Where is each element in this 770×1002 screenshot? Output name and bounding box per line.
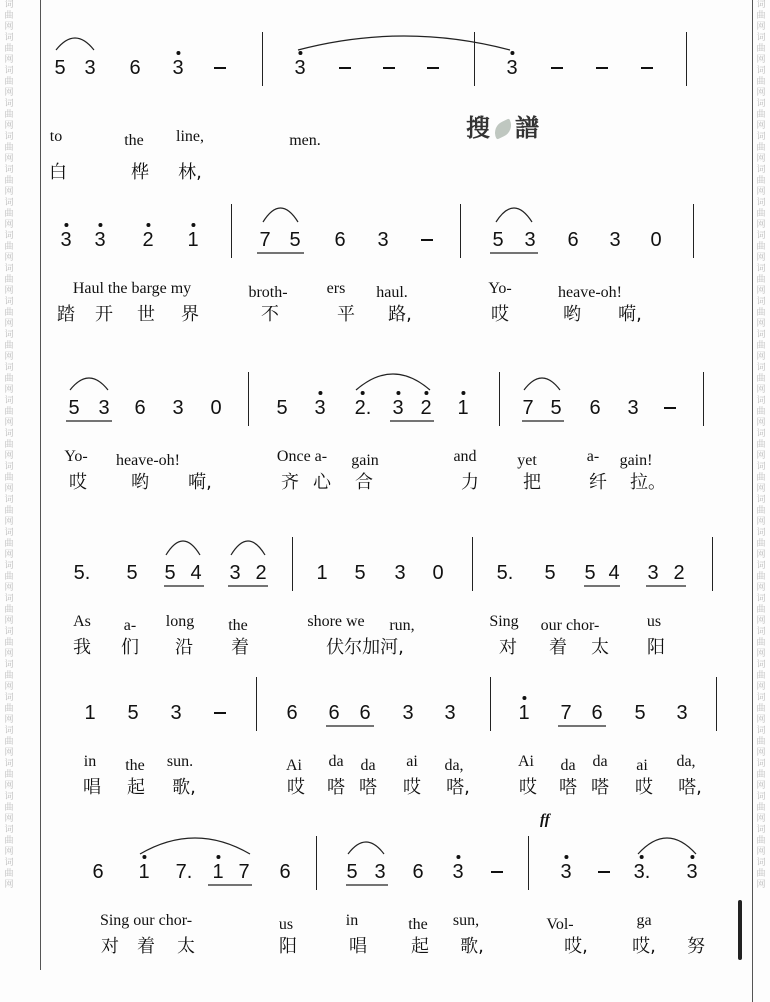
note: 2: [673, 562, 685, 584]
lyric-english: heave-oh!: [558, 284, 622, 301]
note: 0: [432, 562, 444, 584]
lyric-english: sun,: [452, 912, 480, 929]
note: 6: [334, 229, 346, 251]
note: 1: [84, 702, 96, 724]
note: 3: [609, 229, 621, 251]
lyric-chinese: 哟: [131, 472, 149, 493]
side-watermark-left: 词曲网词曲网词曲网词曲网词曲网词曲网词曲网词曲网词曲网词曲网词曲网词曲网词曲网词曲网词曲网词曲网词曲网词曲网词曲网词曲网词曲网词曲网词曲网词曲网词曲网词曲网词曲网: [4, 0, 14, 890]
lyric-english: our chor-: [540, 617, 600, 634]
lyric-english: ga: [636, 912, 652, 929]
lyric-english: Yo-: [64, 448, 88, 465]
note: 3: [60, 230, 71, 250]
lyric-chinese: 嗬,: [188, 472, 212, 493]
lyric-chinese: 唱: [83, 777, 101, 798]
note: 3: [98, 397, 110, 419]
lyric-english: the: [125, 757, 145, 774]
lyric-english: Sing: [489, 613, 519, 630]
lyric-chinese: 沿: [175, 637, 193, 658]
lyric-english: haul.: [376, 284, 408, 301]
note: 6: [589, 397, 601, 419]
note: 5: [492, 229, 504, 251]
note: 7: [560, 702, 572, 724]
note: 3: [560, 862, 571, 882]
lyric-chinese: 我: [73, 637, 91, 658]
note: 6: [412, 861, 424, 883]
lyric-english: the: [228, 617, 248, 634]
lyric-english: da: [360, 757, 376, 774]
lyric-chinese: 太: [591, 637, 609, 658]
note: 5: [126, 562, 138, 584]
lyric-english: run,: [389, 617, 415, 634]
lyric-english: heave-oh!: [116, 452, 180, 469]
lyric-english: ers: [326, 280, 346, 297]
note: 1: [457, 398, 468, 418]
lyric-english: gain: [351, 452, 379, 469]
lyric-english: line,: [176, 128, 204, 145]
note: 2: [420, 398, 431, 418]
slur: [638, 838, 696, 854]
lyric-chinese: 白: [49, 162, 67, 183]
lyric-english: Vol-: [546, 916, 574, 933]
lyric-english: Sing our chor-: [99, 912, 193, 929]
note: 5: [550, 397, 562, 419]
lyric-chinese: 开: [95, 304, 113, 325]
lyric-english: in: [83, 753, 97, 770]
lyric-chinese: 拉。: [630, 472, 666, 493]
lyric-chinese: 嗒: [359, 777, 377, 798]
note: 0: [650, 229, 662, 251]
note: 6: [279, 861, 291, 883]
lyric-chinese: 哎: [635, 777, 653, 798]
lyric-chinese: 起: [411, 936, 429, 957]
lyric-chinese: 哎: [69, 472, 87, 493]
lyric-chinese: 嗒,: [446, 777, 470, 798]
note: 6: [591, 702, 603, 724]
lyric-chinese: 嗒,: [678, 777, 702, 798]
lyric-english: long: [165, 613, 195, 630]
lyric-english: broth-: [248, 284, 288, 301]
note: 5: [164, 562, 176, 584]
lyric-english: Ai: [518, 753, 534, 770]
lyric-english: sun.: [166, 753, 194, 770]
lyric-chinese: 哎: [491, 304, 509, 325]
note: 3: [294, 58, 305, 78]
note: 3: [229, 562, 241, 584]
note: 3: [374, 861, 386, 883]
lyric-chinese: 哎: [403, 777, 421, 798]
lyric-chinese: 着: [231, 637, 249, 658]
lyric-english: a-: [123, 617, 137, 634]
lyric-chinese: 合: [355, 472, 373, 493]
lyric-chinese: 着: [137, 936, 155, 957]
lyric-chinese: 世: [137, 304, 155, 325]
lyric-chinese: 太: [177, 936, 195, 957]
lyric-chinese: 唱: [349, 936, 367, 957]
logo-left-char: 搜: [466, 114, 491, 142]
note: 3: [627, 397, 639, 419]
lyric-chinese: 哎: [287, 777, 305, 798]
lyric-chinese: 对: [101, 936, 119, 957]
note: 5: [346, 861, 358, 883]
note: 5: [276, 397, 288, 419]
note: 5: [354, 562, 366, 584]
lyric-chinese: 哟: [563, 304, 581, 325]
note: 5: [127, 702, 139, 724]
note: 6: [328, 702, 340, 724]
note: 3: [377, 229, 389, 251]
lyric-chinese: 哎: [519, 777, 537, 798]
note: 3: [84, 57, 96, 79]
note: 5: [54, 57, 66, 79]
lyric-chinese: 界: [181, 304, 199, 325]
note: 6: [286, 702, 298, 724]
lyric-english: us: [278, 916, 294, 933]
lyric-english: to: [49, 128, 63, 145]
note: 4: [190, 562, 202, 584]
side-watermark-right: 词曲网词曲网词曲网词曲网词曲网词曲网词曲网词曲网词曲网词曲网词曲网词曲网词曲网词曲网词曲网词曲网词曲网词曲网词曲网词曲网词曲网词曲网词曲网词曲网词曲网词曲网词曲网: [756, 0, 766, 890]
lyric-chinese: 嗒: [327, 777, 345, 798]
lyric-chinese: 歌,: [172, 777, 196, 798]
lyric-english: da,: [676, 753, 696, 770]
note: 3: [170, 702, 182, 724]
note: 5.: [496, 562, 514, 584]
note: 3: [452, 862, 463, 882]
note: 7: [522, 397, 534, 419]
note: 0: [210, 397, 222, 419]
note: 2: [142, 230, 153, 250]
lyric-chinese: 对: [499, 637, 517, 658]
note: 1: [138, 862, 149, 882]
note: 7: [259, 229, 271, 251]
note: 5: [544, 562, 556, 584]
note: 6: [359, 702, 371, 724]
note: 5.: [73, 562, 91, 584]
lyric-chinese: 着: [549, 637, 567, 658]
note: 3: [402, 702, 414, 724]
lyric-english: ai: [406, 753, 418, 770]
note: 3: [506, 58, 517, 78]
lyric-chinese: 踏: [57, 304, 75, 325]
dynamic-marking: ff: [540, 812, 550, 828]
note: 7.: [175, 861, 193, 883]
note: 3: [444, 702, 456, 724]
lyric-chinese: 齐: [281, 472, 299, 493]
note: 3: [392, 398, 403, 418]
slur: [348, 842, 384, 854]
note: 1: [187, 230, 198, 250]
note: 2: [255, 562, 267, 584]
lyric-chinese: 平: [337, 304, 355, 325]
lyric-chinese: 伏尔加河,: [326, 637, 404, 658]
lyric-chinese: 嗒: [591, 777, 609, 798]
note: 5: [584, 562, 596, 584]
note: 6: [134, 397, 146, 419]
lyric-chinese: 路,: [388, 304, 412, 325]
lyric-chinese: 林,: [178, 162, 202, 183]
slur: [140, 838, 250, 854]
lyric-chinese: 桦: [131, 162, 149, 183]
note: 3: [676, 702, 688, 724]
lyric-chinese: 哎,: [632, 936, 656, 957]
lyric-english: As: [73, 613, 91, 630]
note: 1: [518, 703, 529, 723]
lyric-chinese: 把: [523, 472, 541, 493]
note: 3: [94, 230, 105, 250]
lyric-english: shore we: [307, 613, 365, 630]
lyric-chinese: 阳: [279, 936, 297, 957]
note: 1: [316, 562, 328, 584]
note: 5: [68, 397, 80, 419]
note: 3.: [634, 862, 651, 882]
lyric-english: a-: [586, 448, 600, 465]
lyric-chinese: 嗬,: [618, 304, 642, 325]
lyric-english: men.: [289, 132, 321, 149]
lyric-english: the: [408, 916, 428, 933]
note: 3: [172, 397, 184, 419]
note: 3: [647, 562, 659, 584]
note: 3: [314, 398, 325, 418]
note: 7: [238, 861, 250, 883]
note: 6: [92, 861, 104, 883]
lyric-english: us: [646, 613, 662, 630]
note: 2.: [355, 398, 372, 418]
lyric-english: and: [453, 448, 477, 465]
note: 5: [634, 702, 646, 724]
lyric-chinese: 纤: [589, 472, 607, 493]
lyric-chinese: 嗒: [559, 777, 577, 798]
lyric-chinese: 努: [687, 936, 705, 957]
note: 6: [129, 57, 141, 79]
note: 5: [289, 229, 301, 251]
lyric-english: da: [560, 757, 576, 774]
lyric-english: yet: [517, 452, 537, 469]
note: 1: [212, 862, 223, 882]
note: 3: [686, 862, 697, 882]
lyric-english: Once a-: [276, 448, 328, 465]
note: 4: [608, 562, 620, 584]
lyric-chinese: 起: [127, 777, 145, 798]
note: 6: [567, 229, 579, 251]
lyric-english: Haul the barge my: [72, 280, 192, 297]
lyric-chinese: 阳: [647, 637, 665, 658]
logo-right-char: 譜: [515, 114, 540, 142]
lyric-english: da: [592, 753, 608, 770]
note: 3: [524, 229, 536, 251]
note: 3: [394, 562, 406, 584]
lyric-english: Ai: [286, 757, 302, 774]
lyric-english: ai: [636, 757, 648, 774]
lyric-english: da: [328, 753, 344, 770]
lyric-chinese: 力: [461, 472, 479, 493]
lyric-chinese: 们: [121, 637, 139, 658]
lyric-english: gain!: [619, 452, 653, 469]
lyric-english: the: [124, 132, 144, 149]
lyric-english: in: [345, 912, 359, 929]
lyric-chinese: 哎,: [564, 936, 588, 957]
lyric-chinese: 歌,: [460, 936, 484, 957]
lyric-chinese: 不: [261, 304, 279, 325]
lyric-english: Yo-: [488, 280, 512, 297]
lyric-chinese: 心: [313, 472, 331, 493]
lyric-english: da,: [444, 757, 464, 774]
note: 3: [172, 58, 183, 78]
